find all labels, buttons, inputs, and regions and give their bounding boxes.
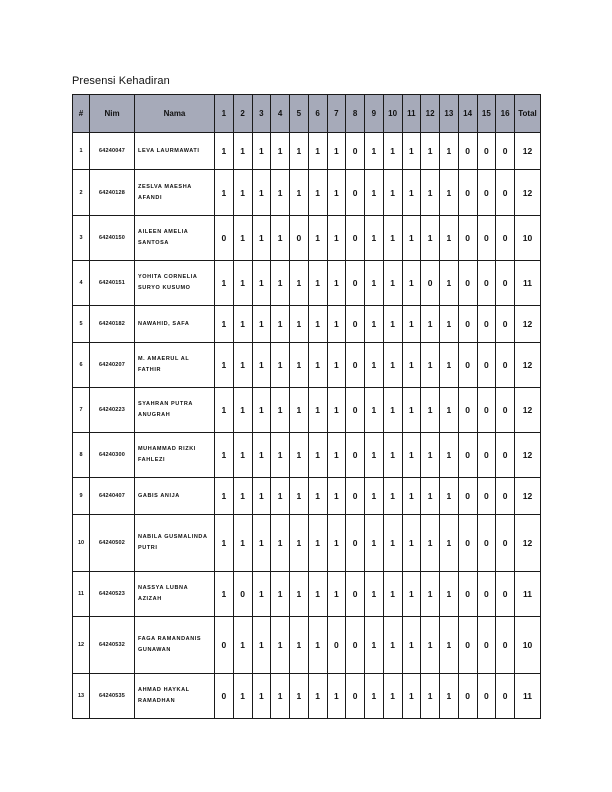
attendance-mark-day-7: 1: [327, 170, 346, 216]
attendance-mark-day-1: 1: [215, 388, 234, 433]
attendance-mark-day-4: 1: [271, 133, 290, 170]
attendance-mark-day-1: 1: [215, 133, 234, 170]
table-row: [73, 617, 541, 674]
attendance-mark-day-15: 0: [477, 216, 496, 261]
table-row: [73, 133, 541, 170]
header-number: #: [73, 95, 90, 133]
table-row: [73, 343, 541, 388]
attendance-mark-day-4: 1: [271, 170, 290, 216]
attendance-mark-day-6: 1: [308, 216, 327, 261]
attendance-mark-day-1: 1: [215, 478, 234, 515]
attendance-mark-day-12: 1: [421, 572, 440, 617]
attendance-mark-day-11: 1: [402, 306, 421, 343]
attendance-mark-day-15: 0: [477, 478, 496, 515]
attendance-mark-day-2: 1: [233, 343, 252, 388]
attendance-total: 12: [515, 170, 541, 216]
attendance-mark-day-9: 1: [365, 674, 384, 719]
student-name: MUHAMMAD RIZKI FAHLEZI: [135, 433, 215, 478]
table-row: [73, 433, 541, 478]
row-number: 12: [73, 617, 90, 674]
table-row: [73, 216, 541, 261]
attendance-mark-day-16: 0: [496, 617, 515, 674]
attendance-mark-day-13: 1: [440, 343, 459, 388]
attendance-mark-day-14: 0: [458, 674, 477, 719]
attendance-mark-day-8: 0: [346, 674, 365, 719]
attendance-mark-day-1: 1: [215, 170, 234, 216]
attendance-mark-day-1: 1: [215, 515, 234, 572]
row-number: 2: [73, 170, 90, 216]
table-row: [73, 515, 541, 572]
attendance-mark-day-2: 1: [233, 478, 252, 515]
attendance-mark-day-5: 1: [290, 388, 309, 433]
table-header: [73, 95, 541, 133]
student-nim: 64240223: [90, 388, 135, 433]
attendance-mark-day-14: 0: [458, 478, 477, 515]
attendance-mark-day-8: 0: [346, 133, 365, 170]
attendance-mark-day-10: 1: [383, 617, 402, 674]
table-row: [73, 478, 541, 515]
attendance-mark-day-2: 1: [233, 674, 252, 719]
row-number: 9: [73, 478, 90, 515]
student-nim: 64240182: [90, 306, 135, 343]
attendance-mark-day-3: 1: [252, 216, 271, 261]
attendance-mark-day-8: 0: [346, 343, 365, 388]
student-name: FAGA RAMANDANIS GUNAWAN: [135, 617, 215, 674]
attendance-mark-day-14: 0: [458, 433, 477, 478]
attendance-mark-day-6: 1: [308, 170, 327, 216]
attendance-total: 12: [515, 133, 541, 170]
attendance-mark-day-10: 1: [383, 388, 402, 433]
header-day-4: 4: [271, 95, 290, 133]
header-day-15: 15: [477, 95, 496, 133]
attendance-mark-day-7: 1: [327, 133, 346, 170]
attendance-mark-day-5: 1: [290, 478, 309, 515]
attendance-mark-day-8: 0: [346, 617, 365, 674]
attendance-mark-day-2: 1: [233, 515, 252, 572]
attendance-mark-day-16: 0: [496, 261, 515, 306]
attendance-mark-day-7: 1: [327, 216, 346, 261]
attendance-mark-day-4: 1: [271, 388, 290, 433]
attendance-mark-day-14: 0: [458, 170, 477, 216]
row-number: 8: [73, 433, 90, 478]
attendance-mark-day-1: 0: [215, 617, 234, 674]
attendance-mark-day-7: 1: [327, 306, 346, 343]
attendance-mark-day-12: 1: [421, 478, 440, 515]
attendance-mark-day-5: 1: [290, 433, 309, 478]
attendance-mark-day-16: 0: [496, 216, 515, 261]
row-number: 1: [73, 133, 90, 170]
attendance-mark-day-1: 0: [215, 216, 234, 261]
student-nim: 64240150: [90, 216, 135, 261]
attendance-mark-day-10: 1: [383, 133, 402, 170]
attendance-mark-day-14: 0: [458, 515, 477, 572]
row-number: 6: [73, 343, 90, 388]
attendance-total: 11: [515, 674, 541, 719]
header-day-7: 7: [327, 95, 346, 133]
student-name: NASSYA LUBNA AZIZAH: [135, 572, 215, 617]
attendance-mark-day-11: 1: [402, 478, 421, 515]
attendance-mark-day-4: 1: [271, 306, 290, 343]
attendance-mark-day-5: 1: [290, 572, 309, 617]
attendance-mark-day-8: 0: [346, 216, 365, 261]
attendance-mark-day-9: 1: [365, 478, 384, 515]
attendance-mark-day-6: 1: [308, 572, 327, 617]
row-number: 4: [73, 261, 90, 306]
attendance-mark-day-5: 0: [290, 216, 309, 261]
attendance-mark-day-16: 0: [496, 433, 515, 478]
attendance-mark-day-4: 1: [271, 433, 290, 478]
attendance-mark-day-5: 1: [290, 515, 309, 572]
attendance-mark-day-10: 1: [383, 674, 402, 719]
attendance-mark-day-11: 1: [402, 572, 421, 617]
attendance-mark-day-15: 0: [477, 572, 496, 617]
attendance-mark-day-14: 0: [458, 133, 477, 170]
attendance-mark-day-15: 0: [477, 306, 496, 343]
attendance-mark-day-11: 1: [402, 261, 421, 306]
header-day-8: 8: [346, 95, 365, 133]
attendance-mark-day-7: 1: [327, 515, 346, 572]
attendance-mark-day-15: 0: [477, 343, 496, 388]
attendance-mark-day-6: 1: [308, 261, 327, 306]
attendance-mark-day-7: 1: [327, 674, 346, 719]
student-nim: 64240407: [90, 478, 135, 515]
attendance-mark-day-15: 0: [477, 261, 496, 306]
attendance-mark-day-2: 1: [233, 216, 252, 261]
table-row: [73, 261, 541, 306]
attendance-mark-day-9: 1: [365, 433, 384, 478]
attendance-mark-day-6: 1: [308, 343, 327, 388]
attendance-mark-day-12: 1: [421, 674, 440, 719]
attendance-mark-day-9: 1: [365, 343, 384, 388]
attendance-mark-day-7: 1: [327, 478, 346, 515]
attendance-mark-day-7: 1: [327, 433, 346, 478]
attendance-mark-day-1: 1: [215, 261, 234, 306]
attendance-mark-day-15: 0: [477, 433, 496, 478]
attendance-mark-day-8: 0: [346, 515, 365, 572]
attendance-mark-day-8: 0: [346, 388, 365, 433]
student-nim: 64240535: [90, 674, 135, 719]
attendance-mark-day-11: 1: [402, 133, 421, 170]
attendance-mark-day-2: 1: [233, 170, 252, 216]
attendance-mark-day-2: 1: [233, 433, 252, 478]
attendance-mark-day-1: 1: [215, 572, 234, 617]
attendance-mark-day-14: 0: [458, 572, 477, 617]
attendance-mark-day-5: 1: [290, 261, 309, 306]
header-day-14: 14: [458, 95, 477, 133]
attendance-mark-day-14: 0: [458, 343, 477, 388]
attendance-mark-day-9: 1: [365, 306, 384, 343]
attendance-mark-day-7: 0: [327, 617, 346, 674]
attendance-mark-day-4: 1: [271, 261, 290, 306]
attendance-total: 11: [515, 261, 541, 306]
attendance-mark-day-9: 1: [365, 261, 384, 306]
attendance-mark-day-3: 1: [252, 617, 271, 674]
attendance-mark-day-16: 0: [496, 572, 515, 617]
attendance-mark-day-1: 1: [215, 343, 234, 388]
attendance-mark-day-1: 0: [215, 674, 234, 719]
student-name: GABIS ANIJA: [135, 478, 215, 515]
attendance-mark-day-11: 1: [402, 170, 421, 216]
attendance-mark-day-15: 0: [477, 388, 496, 433]
attendance-mark-day-13: 1: [440, 617, 459, 674]
attendance-mark-day-8: 0: [346, 261, 365, 306]
attendance-mark-day-6: 1: [308, 433, 327, 478]
attendance-mark-day-2: 1: [233, 306, 252, 343]
attendance-mark-day-12: 1: [421, 306, 440, 343]
attendance-mark-day-11: 1: [402, 216, 421, 261]
attendance-mark-day-8: 0: [346, 433, 365, 478]
attendance-mark-day-16: 0: [496, 388, 515, 433]
attendance-mark-day-6: 1: [308, 388, 327, 433]
attendance-mark-day-10: 1: [383, 515, 402, 572]
student-nim: 64240128: [90, 170, 135, 216]
attendance-mark-day-3: 1: [252, 306, 271, 343]
student-nim: 64240523: [90, 572, 135, 617]
attendance-mark-day-10: 1: [383, 216, 402, 261]
attendance-mark-day-4: 1: [271, 572, 290, 617]
attendance-mark-day-16: 0: [496, 515, 515, 572]
attendance-mark-day-4: 1: [271, 216, 290, 261]
attendance-mark-day-15: 0: [477, 674, 496, 719]
attendance-mark-day-13: 1: [440, 478, 459, 515]
attendance-mark-day-12: 1: [421, 388, 440, 433]
attendance-mark-day-16: 0: [496, 674, 515, 719]
attendance-mark-day-6: 1: [308, 306, 327, 343]
header-nim: Nim: [90, 95, 135, 133]
attendance-total: 11: [515, 572, 541, 617]
attendance-mark-day-4: 1: [271, 617, 290, 674]
student-name: SYAHRAN PUTRA ANUGRAH: [135, 388, 215, 433]
attendance-mark-day-12: 1: [421, 170, 440, 216]
attendance-total: 12: [515, 343, 541, 388]
attendance-mark-day-14: 0: [458, 261, 477, 306]
attendance-mark-day-6: 1: [308, 674, 327, 719]
attendance-mark-day-10: 1: [383, 343, 402, 388]
attendance-mark-day-6: 1: [308, 515, 327, 572]
attendance-mark-day-7: 1: [327, 343, 346, 388]
attendance-mark-day-7: 1: [327, 261, 346, 306]
attendance-mark-day-14: 0: [458, 216, 477, 261]
attendance-mark-day-13: 1: [440, 133, 459, 170]
header-day-16: 16: [496, 95, 515, 133]
attendance-mark-day-5: 1: [290, 133, 309, 170]
table-body: [73, 133, 541, 719]
table-row: [73, 388, 541, 433]
attendance-mark-day-9: 1: [365, 170, 384, 216]
attendance-mark-day-7: 1: [327, 572, 346, 617]
header-day-6: 6: [308, 95, 327, 133]
attendance-mark-day-11: 1: [402, 515, 421, 572]
attendance-mark-day-10: 1: [383, 433, 402, 478]
attendance-mark-day-4: 1: [271, 343, 290, 388]
header-name: Nama: [135, 95, 215, 133]
attendance-mark-day-8: 0: [346, 572, 365, 617]
student-nim: 64240300: [90, 433, 135, 478]
header-day-3: 3: [252, 95, 271, 133]
attendance-mark-day-13: 1: [440, 433, 459, 478]
student-nim: 64240151: [90, 261, 135, 306]
student-nim: 64240047: [90, 133, 135, 170]
header-day-5: 5: [290, 95, 309, 133]
attendance-mark-day-12: 1: [421, 433, 440, 478]
attendance-mark-day-3: 1: [252, 133, 271, 170]
attendance-mark-day-13: 1: [440, 515, 459, 572]
attendance-total: 10: [515, 617, 541, 674]
attendance-mark-day-16: 0: [496, 306, 515, 343]
attendance-mark-day-10: 1: [383, 261, 402, 306]
attendance-mark-day-9: 1: [365, 388, 384, 433]
attendance-total: 12: [515, 433, 541, 478]
attendance-mark-day-4: 1: [271, 478, 290, 515]
attendance-mark-day-7: 1: [327, 388, 346, 433]
attendance-mark-day-6: 1: [308, 617, 327, 674]
attendance-mark-day-3: 1: [252, 170, 271, 216]
attendance-mark-day-15: 0: [477, 133, 496, 170]
attendance-mark-day-13: 1: [440, 261, 459, 306]
attendance-mark-day-4: 1: [271, 515, 290, 572]
attendance-mark-day-15: 0: [477, 515, 496, 572]
attendance-mark-day-8: 0: [346, 306, 365, 343]
row-number: 13: [73, 674, 90, 719]
attendance-mark-day-2: 1: [233, 261, 252, 306]
attendance-mark-day-3: 1: [252, 515, 271, 572]
attendance-mark-day-2: 1: [233, 388, 252, 433]
attendance-mark-day-15: 0: [477, 617, 496, 674]
student-nim: 64240532: [90, 617, 135, 674]
attendance-mark-day-12: 1: [421, 343, 440, 388]
attendance-mark-day-12: 1: [421, 515, 440, 572]
row-number: 11: [73, 572, 90, 617]
attendance-mark-day-13: 1: [440, 674, 459, 719]
table-row: [73, 170, 541, 216]
attendance-mark-day-1: 1: [215, 306, 234, 343]
header-day-12: 12: [421, 95, 440, 133]
attendance-mark-day-11: 1: [402, 674, 421, 719]
attendance-mark-day-6: 1: [308, 478, 327, 515]
attendance-mark-day-11: 1: [402, 388, 421, 433]
header-day-2: 2: [233, 95, 252, 133]
table-row: [73, 306, 541, 343]
row-number: 10: [73, 515, 90, 572]
attendance-total: 12: [515, 478, 541, 515]
attendance-mark-day-11: 1: [402, 433, 421, 478]
attendance-mark-day-14: 0: [458, 306, 477, 343]
attendance-mark-day-9: 1: [365, 515, 384, 572]
attendance-mark-day-5: 1: [290, 617, 309, 674]
attendance-total: 12: [515, 306, 541, 343]
attendance-total: 12: [515, 388, 541, 433]
attendance-mark-day-8: 0: [346, 170, 365, 216]
attendance-mark-day-10: 1: [383, 572, 402, 617]
header-total: Total: [515, 95, 541, 133]
attendance-mark-day-3: 1: [252, 572, 271, 617]
attendance-mark-day-11: 1: [402, 617, 421, 674]
page-title: Presensi Kehadiran: [72, 75, 170, 87]
attendance-mark-day-16: 0: [496, 478, 515, 515]
student-name: ZESLVA MAESHA AFANDI: [135, 170, 215, 216]
attendance-mark-day-12: 1: [421, 133, 440, 170]
table-row: [73, 674, 541, 719]
attendance-mark-day-3: 1: [252, 478, 271, 515]
attendance-mark-day-16: 0: [496, 170, 515, 216]
attendance-mark-day-1: 1: [215, 433, 234, 478]
header-day-10: 10: [383, 95, 402, 133]
attendance-mark-day-13: 1: [440, 388, 459, 433]
attendance-mark-day-13: 1: [440, 306, 459, 343]
attendance-mark-day-14: 0: [458, 388, 477, 433]
header-row: [73, 95, 541, 133]
attendance-mark-day-5: 1: [290, 343, 309, 388]
attendance-mark-day-9: 1: [365, 617, 384, 674]
student-name: NABILA GUSMALINDA PUTRI: [135, 515, 215, 572]
attendance-mark-day-3: 1: [252, 674, 271, 719]
attendance-total: 12: [515, 515, 541, 572]
attendance-mark-day-2: 1: [233, 133, 252, 170]
attendance-mark-day-5: 1: [290, 306, 309, 343]
attendance-total: 10: [515, 216, 541, 261]
student-name: YOHITA CORNELIA SURYO KUSUMO: [135, 261, 215, 306]
attendance-mark-day-12: 1: [421, 617, 440, 674]
attendance-mark-day-8: 0: [346, 478, 365, 515]
attendance-mark-day-13: 1: [440, 572, 459, 617]
attendance-mark-day-5: 1: [290, 674, 309, 719]
attendance-mark-day-10: 1: [383, 306, 402, 343]
attendance-mark-day-3: 1: [252, 388, 271, 433]
attendance-mark-day-3: 1: [252, 433, 271, 478]
attendance-mark-day-10: 1: [383, 170, 402, 216]
student-nim: 64240207: [90, 343, 135, 388]
attendance-mark-day-4: 1: [271, 674, 290, 719]
student-name: AHMAD HAYKAL RAMADHAN: [135, 674, 215, 719]
student-name: NAWAHID, SAFA: [135, 306, 215, 343]
attendance-mark-day-9: 1: [365, 133, 384, 170]
row-number: 7: [73, 388, 90, 433]
header-day-9: 9: [365, 95, 384, 133]
attendance-mark-day-13: 1: [440, 216, 459, 261]
student-name: AILEEN AMELIA SANTOSA: [135, 216, 215, 261]
attendance-mark-day-13: 1: [440, 170, 459, 216]
attendance-mark-day-14: 0: [458, 617, 477, 674]
table-row: [73, 572, 541, 617]
attendance-mark-day-12: 1: [421, 216, 440, 261]
attendance-mark-day-6: 1: [308, 133, 327, 170]
attendance-mark-day-9: 1: [365, 216, 384, 261]
attendance-mark-day-10: 1: [383, 478, 402, 515]
attendance-mark-day-15: 0: [477, 170, 496, 216]
attendance-mark-day-12: 0: [421, 261, 440, 306]
header-day-13: 13: [440, 95, 459, 133]
attendance-mark-day-3: 1: [252, 261, 271, 306]
attendance-mark-day-16: 0: [496, 343, 515, 388]
attendance-mark-day-11: 1: [402, 343, 421, 388]
attendance-mark-day-3: 1: [252, 343, 271, 388]
attendance-mark-day-2: 1: [233, 617, 252, 674]
attendance-mark-day-9: 1: [365, 572, 384, 617]
attendance-table: [72, 94, 541, 719]
attendance-mark-day-2: 0: [233, 572, 252, 617]
header-day-1: 1: [215, 95, 234, 133]
attendance-mark-day-16: 0: [496, 133, 515, 170]
header-day-11: 11: [402, 95, 421, 133]
student-name: M. AMAERUL AL FATHIR: [135, 343, 215, 388]
row-number: 3: [73, 216, 90, 261]
student-nim: 64240502: [90, 515, 135, 572]
attendance-mark-day-5: 1: [290, 170, 309, 216]
student-name: LEVA LAURMAWATI: [135, 133, 215, 170]
row-number: 5: [73, 306, 90, 343]
